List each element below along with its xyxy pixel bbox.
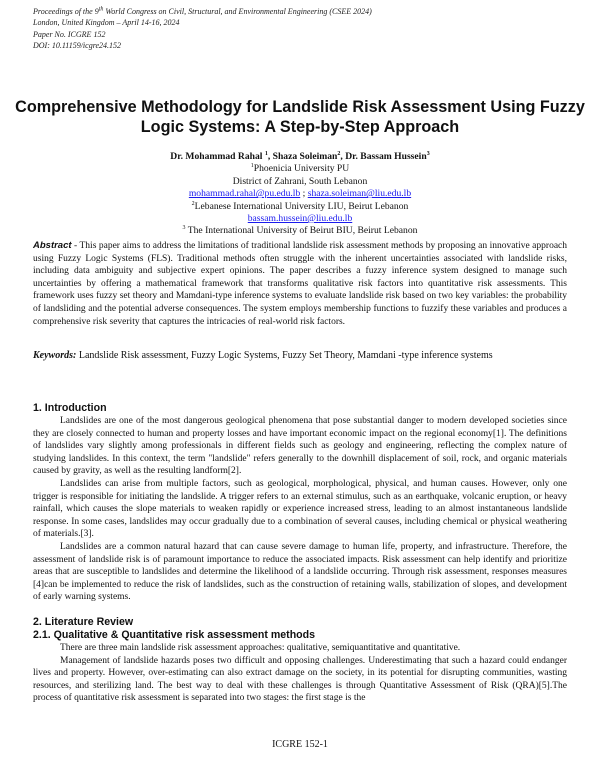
paragraph: Management of landslide hazards poses two difficult and opposing challenges. Underestimating that such a hazard could endanger lives and property. However, over-estimating can also extract damage on the society, in its potential for disrupting communities, wasting resources, and sterilizing land. The best way to deal with these challenges is through Quantitative Assessment of Risk (QRA)[5].The process of quantitative risk assessment is separated into two stages: the first stage is the (33, 655, 567, 704)
paper-number: Paper No. ICGRE 152 (33, 29, 106, 39)
abstract-label: Abstract (33, 240, 72, 251)
subsection-heading: 2.1. Qualitative & Quantitative risk assessment methods (33, 629, 316, 641)
proceedings-header (33, 6, 372, 52)
affiliation-3: $^3$ The International University of Beirut BIU, Beirut Lebanon (182, 225, 418, 237)
paragraph: Landslides can arise from multiple factors, such as geological, morphological, physical, and human causes. However, only one trigger is responsible for initiating the landslide. A trigger refers to an external stimulus, such as an earthquake, volcanic eruption, or heavy rainfall, which causes the slope materials to weaken rapidly or experience increased stress, leading to an almost instantaneous landslide response. In some cases, landslides may occur gradually due to a combination of several causes, including chemical or physical weathering of materials.[3]. (33, 478, 567, 540)
doi: DOI: 10.11159/icgre24.152 (33, 41, 122, 51)
paragraph: Landslides are one of the most dangerous geological phenomena that pose substantial danger to modern developed societies since they are closely connected to human and property losses and have important economic impact on the regional economy[1]. The definitions of landslides vary slightly among professionals in different fields such as geology and engineering, reflecting the complex nature of studying landslides. In this context, the term "landslide" refers generally to the downhill displacement of soil, rock, and organic materials caused by gravity, as well as the resulting landform[2]. (33, 416, 567, 477)
email-link-3[interactable]: bassam.hussein@liu.edu.lb (247, 213, 353, 225)
proceedings-line: Proceedings of the 9th World Congress on Civil, Structural, and Environmental Engineering (CSEE 2024) (33, 6, 372, 16)
author-names: Dr. Mohammad Rahal $^1$, Shaza Soleiman$^2$, Dr. Bassam Hussein$^3$ (170, 150, 430, 162)
abstract (33, 240, 567, 328)
author-block (0, 151, 600, 238)
page-footer: ICGRE 152-1 (272, 739, 328, 750)
keywords-text: Landslide Risk assessment, Fuzzy Logic Systems, Fuzzy Set Theory, Mamdani -type inference systems (76, 350, 493, 361)
email-separator: ; (300, 188, 308, 200)
section-introduction (33, 402, 567, 604)
abstract-text: - This paper aims to address the limitations of traditional landslide risk assessment methods by proposing an innovative approach using Fuzzy Logic Systems (FLS). Traditional methods often struggle with the inherent uncertainties associated with landslide risks, including data ambiguity and subjective expert opinions. The paper describes a fuzzy inference system designed to manage such uncertainties by offering a mathematical framework that transforms qualitative risk factors into quantitative risk assessments. This framework uses fuzzy set theory and Mamdani-type inference systems to evaluate landslide risk based on two key variables: the probability of landsliding and the potential adverse consequences. The system employs membership functions to fuzzify these variables and produces a comprehensive risk severity that captures the intricacies of real-world risk factors. (33, 241, 567, 327)
affiliation-1-address: District of Zahrani, South Lebanon (232, 175, 368, 187)
keywords (33, 350, 567, 363)
email-link-1[interactable]: mohammad.rahal@pu.edu.lb (188, 188, 301, 200)
section-heading: 2. Literature Review (33, 616, 134, 628)
paragraph: There are three main landslide risk assessment approaches: qualitative, semiquantitative and quantitative. (60, 643, 461, 653)
affiliation-1: $^1$Phoenicia University PU (250, 163, 350, 175)
paragraph: Landslides are a common natural hazard that can cause severe damage to human life, property, and infrastructure. Therefore, the assessment of landslide risk is of paramount importance to reduce the associated impacts. Risk assessment can help identify and prioritize areas that are susceptible to landslides and determine the likelihood of a landslide occurring. Through risk assessment, responses measures [4]can be implemented to reduce the risk of landslides, such as the construction of retaining walls, stabilization of slopes, and development of early warning systems. (33, 541, 567, 603)
location-line: London, United Kingdom – April 14-16, 2024 (33, 18, 180, 28)
affiliation-2: $^2$Lebanese International University LIU, Beirut Lebanon (191, 200, 409, 212)
section-heading: 1. Introduction (33, 402, 107, 414)
section-literature-review (33, 616, 567, 705)
keywords-label: Keywords: (33, 350, 77, 361)
paper-title: Comprehensive Methodology for Landslide Risk Assessment Using Fuzzy Logic Systems: A Step-by-Step Approach (15, 98, 585, 136)
email-link-2[interactable]: shaza.soleiman@liu.edu.lb (307, 188, 412, 200)
